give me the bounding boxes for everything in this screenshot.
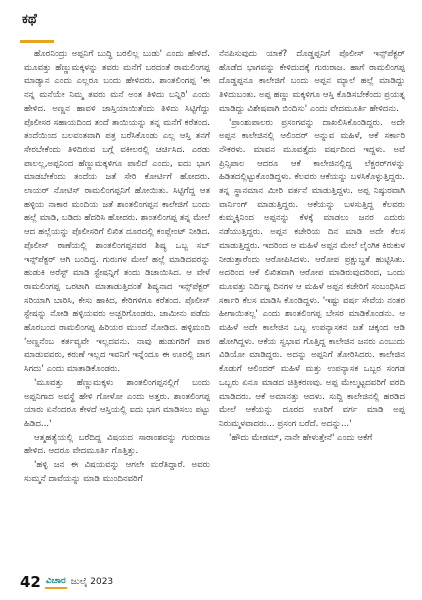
page-number: 42 [20, 573, 41, 591]
article-column-left [24, 48, 210, 568]
page-footer [20, 572, 113, 592]
section-title: ಕಥೆ [22, 12, 37, 27]
section-title-underline [20, 40, 54, 43]
issue-date: ಜುಲೈ 2023 [70, 577, 114, 587]
paragraph: ಆತ್ಮಹತ್ಯೆಯಲ್ಲಿ ಬರೆದಿದ್ದ ವಿಷಯದ ಸಾರಾಂಶವನ್ನು ಗುರುರಾಜ ಹೇಳಿದ. ಆದರೂ ವೇದಮೂರ್ತಿ ಗೊತ್ತಿತ್ತು. [24, 432, 210, 457]
paragraph: ನೆನಪಿಸುವುದು ಯಾಕೆ? ದೊಡ್ಡಪ್ಪನಿಗೆ ಪೊಲೀಸ್ ಇನ್ಸ್‌ಪೆಕ್ಟರ್ ಹೊಡೆದ ಭಾಗವನ್ನು ಕೇಳಿದುದಕ್ಕೆ ಗುರುರಾಜ. ಹಾಗೆ ರಾಮಲಿಂಗಪ್ಪ ದೊಡ್ಡಪ್ಪನೂ ಕಾಲೇಜಿಗೆ ಬಂದು ಅಪ್ಪನ ಮ್ಯಾಲೆ ಹಲ್ಲೆ ಮಾಡಿದ್ದು ತಿಳಿದುಬಂತು. ಅಪ್ಪ ಹಣ್ಣು ಮಕ್ಕಳಿಗೂ ಆಸ್ತಿ ಕೊಡಿಸಬೇಕೆಂದು ಪ್ರಯತ್ನ ಮಾಡಿದ್ದು ವಿಶೇಷವಾಗಿ ಬಿಂದಿಸು' ಎಂದು ವೇದಮೂರ್ತಿ ಹೇಳಿದನು. [219, 49, 405, 114]
article-column-right [219, 48, 405, 568]
paragraph: 'ಪ್ರಾಂಶುಪಾಲರು ಪ್ರಸಂಗವನ್ನು ದಾಖಲಿಸಿಕೊಂಡಿದ್ದರು. ಅದೇ ಅಪ್ಪನ ಕಾಲೇಜಿನಲ್ಲಿ ಆಲಿಂದರ್ ಅನ್ನುವ ಮಹಿಳೆ, ಆಕೆ ಸರ್ಕಾರಿ ನೌಕರಳು. ಮಾವನ ಮೂವತ್ತೈದು ವರ್ಷದಿಂದ ಇದ್ದಳು. ಅವೆ ಪ್ರಿನ್ಸಿಪಾಲ ಆದರೂ ಆಕೆ ಕಾಲೇಜಿನಲ್ಲಿದ್ದ ಲೆಕ್ಚರರ್‌ಗಳನ್ನು ಹಿಡಿತದಲ್ಲಿಟ್ಟುಕೊಂಡಿದ್ದಳು. ಕೆಲವರು ಆಕೆಯನ್ನು ಬಳಸಿಕೊಳ್ಳುತ್ತಿದ್ದರು. ತನ್ನ ಸ್ಥಾನಮಾನ ಮೀರಿ ವರ್ತನೆ ಮಾಡುತ್ತಿದ್ದಳು. ಅಪ್ಪ ನಿಷ್ಠುರವಾಗಿ ವಾರ್ನಿಂಗ್ ಮಾಡುತ್ತಿದ್ದರು. ಆಕೆಯನ್ನು ಬಳಸುತ್ತಿದ್ದ ಕೆಲವರು ಕುಮ್ಮಕ್ಕಿನಿಂದ ಅಪ್ಪನನ್ನು ಕೆಳಕ್ಕೆ ಮಾಡಲು ಜನರ ಎದುರು ನಡೆಯುತ್ತಿದ್ದರು. ಅಪ್ಪನ ಕಚೇರಿಯ ದಿನ ಮಾಡಿ ಅದೇ ಕೆಲಸ ಮಾಡುತ್ತಿದ್ದರು. ಇದರಿಂದ ಆ ಮಹಿಳೆ ಅಪ್ಪನ ಮೇಲೆ ಲೈಂಗಿಕ ಕಿರುಕುಳ ನೀಡುತ್ತಾರೆಂದು ಆರೋಪಿಸಿದಳು. ಆರೋಪ ಪ್ರಕ್ಷುಬ್ಧತೆ ಹುಟ್ಟಿಸಿತು. ಅದರಿಂದ ಆಕೆ ಲಿಖಿತವಾಗಿ ಆರೋಪ ಮಾಡಿರುವುದರಿಂದ, ಒಂದು ಮೂವತ್ತು ನಿರ್ದಿಷ್ಟ ದಿನಗಳ ಆ ಮಹಿಳೆ ಅಪ್ಪನ ಕಚೇರಿಗೆ ಸಂಬಂಧಿಸಿದ ಸರ್ಕಾರಿ ಕೆಲಸ ಮಾಡಿಸಿ ಕೊಂಡಿದ್ದಳು. 'ಇಷ್ಟು ವರ್ಷ ಸೇವೆಯ ನಂತರ ಹೀಗಾಯಿತಲ್ಲ' ಎಂದು ಶಾಂತಲಿಂಗಪ್ಪ ಬೇಸರ ಮಾಡಿಕೊಂಡನು. ಆ ಮಹಿಳೆ ಅದೇ ಕಾಲೇಜಿನ ಒಬ್ಬ ಉಪನ್ಯಾಸಕನ ಜತೆ ಚಕ್ಕಂದ ಆಡಿ ಹೋಗಿದ್ದಳು. ಆಕೆಯ ಸ್ವಭಾವ ಗೊತ್ತಿದ್ದ ಕಾಲೇಜಿನ ಜನರು ಎಂಬುದು ವಿಡಿಯೋ ಮಾಡಿದ್ದರು. ಅದನ್ನು ಅಪ್ಪನಿಗೆ ತೋರಿಸಿದರು. ಕಾಲೇಜಿನ ಕೊಡುಗೆ ಆಲಿಂದರ್ ಮಹಿಳೆ ಮತ್ತು ಉಪನ್ಯಾಸಕ ಒಬ್ಬರ ಸಂಗಡ ಒಬ್ಬರು ಏನೂ ಮಾಡದ ಚಿತ್ರಿಕರಣವು. ಅಪ್ಪ ಮೇಲ್ಮಟ್ಟದವರಿಗೆ ವರದಿ ಮಾಡಿದರು. ಆಕೆ ಅಮಾನತ್ತು ಆದಳು. ಸುದ್ದಿ ಕಾಲೇಜಿನಲ್ಲಿ ಹರಡಿದ ಮೇಲೆ ಆಕೆಯನ್ನು ದೂರದ ಊರಿಗೆ ವರ್ಗ ಮಾಡಿ ಅಪ್ಪ ನಿರುಮ್ಮಳವಾದರು... ಪ್ರಸಂಗ ಬರೆದೆ. ಅದನ್ನು...' [219, 117, 405, 429]
magazine-logo: ವಿಚಾರ [45, 576, 67, 589]
paragraph: 'ಹಳ್ಳಿ ಜನ ಈ ವಿಷಯವನ್ನು ಆಗಲೇ ಮರೆತಿದ್ದಾರೆ. ಅವರು ಸುಮ್ಮನೆ ದಾವೆಯನ್ನು ಮಾಡಿ ಮುಂದಿನವರಿಗೆ [24, 460, 210, 484]
paragraph: ಹೊರನಿಂದ್ರು ಅಪ್ಪನಿಗೆ ಬುದ್ಧಿ ಬರಲಿಲ್ಲ ಬುಡು' ಎಂದು ಹೇಳಿದೆ. ಮೂವತ್ತು ಹೆಣ್ಣುಮಕ್ಕಳನ್ನು ತವರು ಮನೆಗೆ ಬರದಂತೆ ರಾಮಲಿಂಗಪ್ಪ ಮಾಡ್ಯಾನ ಎಂದು ಎಲ್ಲರೂ ಬಂದು ಹೇಳಿದರು. ಶಾಂತಲಿಂಗಪ್ಪ 'ಈ ನನ್ನ ಮನೆಯೇ ನಿಮ್ಮ ತವರು ಮನೆ ಅಂತ ತಿಳಿದು ಬನ್ನಿರಿ' ಎಂದು ಹೇಳಿದ. ಅಣ್ಣನ ಹಾವಳಿ ಜಾಸ್ತಿಯಾಯಿತೆಂದು ತಿಳಿದು ಸಿಟ್ಟಿಗೆದ್ದು ಪೊಲೀಸರ ಸಹಾಯದಿಂದ ತಂದೆ ತಾಯಿಯನ್ನು ತನ್ನ ಮನೆಗೆ ಕರೆತಂದ. ತಂದೆಯಿಂದ ಬಲವಂತವಾಗಿ ಪತ್ರ ಬರೆಸಿಕೊಂಡು ಎಲ್ಲ ಆಸ್ತಿ ತನಗೆ ಸೇರಬೇಕೆಂದು ತಿಳಿದಿರುವ ಬಗ್ಗೆ ವಕೀಲರಲ್ಲಿ ಚರ್ಚಿಸಿದ. ಎರಡು ಪಾಲಲ್ಲ,ಅಪ್ಪನಿಂದ ಹೆಣ್ಣುಮಕ್ಕಳಿಗೂ ಪಾಲಿದೆ ಎಂದು, ಐದು ಭಾಗ ಮಾಡಬೇಕೆಂದು ತಂದೆಯ ಜತೆ ಸೇರಿ ಕೋರ್ಟಿಗೆ ಹೋದರು. ಲಾಯರ್ ನೋಟಿಸ್ ರಾಮಲಿಂಗಪ್ಪನಿಗೆ ಹೋಯಿತು. ಸಿಟ್ಟಿಗೆದ್ದ ಆತ ಹಳ್ಳಿಯ ನಾಕಾರ ಮಂದಿಯ ಜತೆ ಶಾಂತಲಿಂಗಪ್ಪನ ಕಾಲೇಜಿಗೆ ಬಂದು ಹಲ್ಲೆ ಮಾಡಿ, ಬಡಿದು ಹೆದರಿಸಿ ಹೋದರು. ಶಾಂತಲಿಂಗಪ್ಪ ತನ್ನ ಮೇಲೆ ಆದ ಹಲ್ಲೆಯನ್ನು ಪೊಲೀಸರಿಗೆ ಲಿಖಿತ ದೂರದಲ್ಲಿ ಕಂಪ್ಲೇಂಟ್ ನೀಡಿದ. ಪೊಲೀಸ್ ಠಾಣೆಯಲ್ಲಿ ಶಾಂತಲಿಂಗಪ್ಪನವರ ಶಿಷ್ಯ ಒಬ್ಬ ಸಬ್ ಇನ್ಸ್‌ಪೆಕ್ಟರ್ ಆಗಿ ಬಂದಿದ್ದ. ಗುರುಗಳ ಮೇಲೆ ಹಲ್ಲೆ ಮಾಡಿದವರನ್ನು ಹುಡುಕಿ ಅರೆಸ್ಟ್ ಮಾಡಿ ಸ್ಟೇಷನ್ನಿಗೆ ತಂದು ಡಿಚಾಯಿಸಿದ. ಆ ವೇಳೆ ರಾಮಲಿಂಗಪ್ಪ ಒರಟಾಗಿ ಮಾತಾಡುತ್ತಿದಂತೆ ಶಿಷ್ಯನಾದ ಇನ್ಸ್‌ಪೆಕ್ಟರ್ ಸರಿಯಾಗಿ ಬಾರಿಸಿ, ಕೇಸು ಹಾಕಿದ, ಕೇರಿಗಳಿಗೂ ಕರೆತಂದ. ಪೊಲೀಸ್ ಸ್ಟೇಷನ್ನು ನೋಡಿ ಹಳ್ಳಿಯವರು ಅಚ್ಚರಿಗೊಂಡರು. ಜಾಮೀನು ಪಡೆದು ಹೊರಬಂದ ರಾಮಲಿಂಗಪ್ಪ ಹಿರಿಯರ ಮುಂದೆ ನೋಡಿದ. ಹಳ್ಳಿಮಂದಿ 'ಅಣ್ಣನೆಂಬ ಕರ್ತವ್ಯವೇ ಇಲ್ಲದವನು. ನಾವು ಹುಡುಗರಿಗೆ ಪಾಠ ಮಾಡುವವರು, ಕರುಣೆ ಇಲ್ಲದ ಇವನಿಗೆ ಇನ್ನೆಂದೂ ಈ ಊರಲ್ಲಿ ಜಾಗ ಸಿಗದು' ಎಂದು ಮಾತಾಡಿಕೊಂಡರು. [24, 49, 210, 375]
paragraph: 'ಮೂವತ್ತು ಹೆಣ್ಣುಮಕ್ಕಳು ಶಾಂತಲಿಂಗಪ್ಪನಲ್ಲಿಗೆ ಬಂದು ಅಪ್ಪನಿಗಾದ ಅವಸ್ಥೆ ಹೇಳಿ ಗೋಳೋ ಎಂದು ಅತ್ತರು. ಶಾಂತಲಿಂಗಪ್ಪ ಯಾರು ಏನೆಂದರೂ ಕೇಳದೆ ಆಸ್ತಿಯಲ್ಲಿ ಐದು ಭಾಗ ಮಾಡಿಸಲು ಪಟ್ಟು ಹಿಡಿದ...' [24, 377, 210, 429]
paragraph: 'ಹೌದು ಮೇಡಮ್, ನಾನೇ ಹೇಳುತ್ತೇನೆ' ಎಂದು ಆಕೆಗೆ [229, 432, 373, 443]
